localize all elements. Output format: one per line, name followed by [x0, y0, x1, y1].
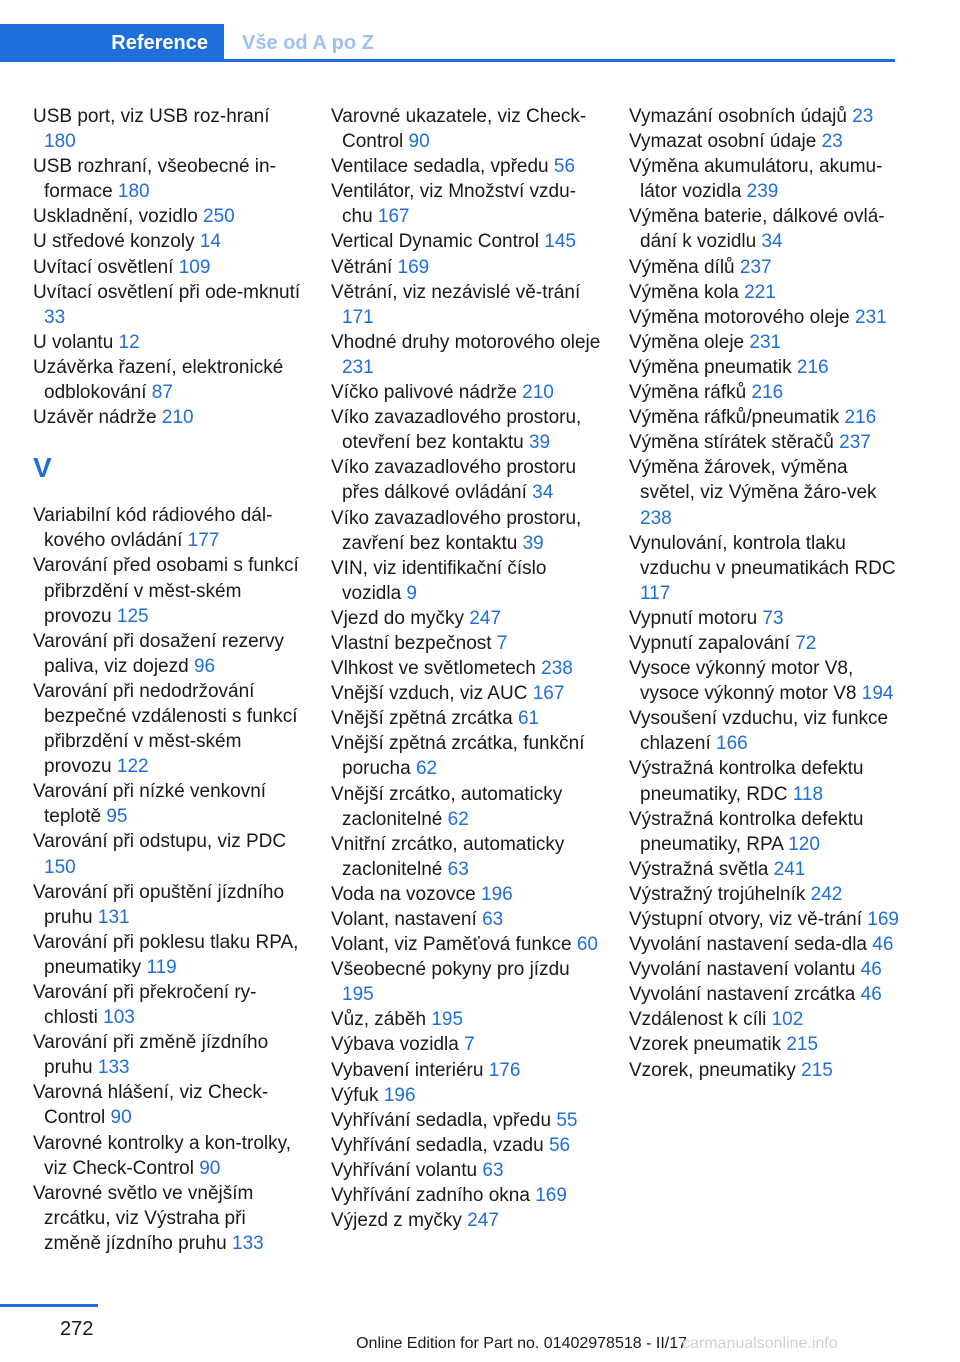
index-entry [331, 731, 601, 781]
index-entry [629, 154, 899, 204]
page-link[interactable]: 239 [746, 181, 779, 203]
page-link[interactable]: 231 [749, 331, 782, 353]
index-entry [629, 455, 899, 530]
entry-text: Výměna oleje [629, 331, 750, 353]
entry-text: USB port, viz USB roz‐hraní [33, 106, 270, 127]
entry-text: Větrání, viz nezávislé vě‐trání [331, 281, 581, 303]
index-entry [33, 1080, 303, 1130]
page-link[interactable]: 133 [97, 1057, 130, 1079]
entry-text: Varování před osobami s funkcí přibrzdění v měst‐ském provozu [33, 555, 299, 627]
page-link[interactable]: 63 [482, 909, 504, 930]
page-link[interactable]: 250 [203, 206, 235, 228]
page-link[interactable]: 171 [342, 306, 374, 328]
page-link[interactable]: 12 [118, 331, 140, 353]
section-letter: V [33, 452, 52, 484]
page-link[interactable]: 237 [839, 432, 871, 454]
entry-text: Uskladnění, vozidlo [33, 206, 204, 228]
index-entry [33, 503, 303, 553]
index-entry [33, 229, 303, 254]
page-link[interactable]: 33 [44, 306, 66, 328]
entry-text: Víko zavazadlového prostoru, zavření bez kontaktu [331, 507, 582, 554]
page-link[interactable]: 62 [415, 758, 438, 780]
entry-text: Vyhřívání volantu [331, 1159, 483, 1181]
page-link[interactable]: 46 [860, 984, 882, 1006]
index-entry [331, 832, 601, 882]
entry-text: Volant, nastavení [331, 909, 483, 930]
index-entry [331, 455, 601, 505]
entry-text: Výstupní otvory, viz vě‐trání [629, 909, 868, 930]
page-link[interactable]: 87 [151, 382, 173, 404]
page-link[interactable]: 73 [762, 607, 784, 629]
index-entry [331, 229, 601, 254]
index-entry [331, 782, 601, 832]
entry-text: Všeobecné pokyny pro jízdu [331, 959, 570, 981]
entry-text: Uzávěr nádrže [33, 407, 162, 429]
index-entry [629, 756, 899, 806]
page-link[interactable]: 195 [342, 984, 374, 1006]
entry-text: U volantu [33, 331, 119, 353]
entry-text: Víko zavazadlového prostoru přes dálkové ovládání [331, 457, 577, 504]
page-link[interactable]: 176 [488, 1059, 521, 1081]
page-link[interactable]: 90 [408, 131, 430, 153]
watermark: carmanualsonline.info [682, 1335, 838, 1352]
page-link[interactable]: 247 [469, 607, 502, 629]
page-link[interactable]: 56 [548, 1134, 571, 1156]
entry-text: Varovná hlášení, viz Check-Control [33, 1082, 269, 1129]
page-link[interactable]: 90 [199, 1157, 221, 1179]
index-entry [33, 829, 303, 879]
entry-text: Varování při překročení ry‐chlosti [33, 982, 257, 1029]
index-entry [629, 932, 899, 957]
page-link[interactable]: 196 [481, 883, 513, 905]
header-rule [0, 59, 895, 62]
page-link[interactable]: 63 [447, 858, 469, 880]
entry-text: Výjezd z myčky [331, 1210, 468, 1232]
entry-text: Výměna motorového oleje [629, 306, 856, 328]
page-link[interactable]: 216 [796, 356, 829, 378]
index-entry [331, 1083, 601, 1108]
page-link[interactable]: 39 [522, 532, 544, 554]
entry-text: Výměna ráfků/pneumatik [629, 407, 845, 429]
entry-text: Vjezd do myčky [331, 607, 470, 629]
page-link[interactable]: 241 [773, 858, 806, 880]
index-entry [629, 129, 899, 154]
index-entry [331, 681, 601, 706]
entry-text: Výměna dílů [629, 256, 740, 278]
page-link[interactable]: 125 [116, 605, 149, 627]
page-link[interactable]: 63 [482, 1159, 504, 1181]
page-link[interactable]: 23 [852, 106, 874, 127]
index-entry [331, 1158, 601, 1183]
index-entry [629, 957, 899, 982]
page-link[interactable]: 95 [106, 806, 128, 828]
index-column-3 [629, 104, 899, 1083]
index-entry [331, 1007, 601, 1032]
index-entry [33, 405, 303, 430]
index-entry [331, 1208, 601, 1233]
entry-text: Variabilní kód rádiového dál‐kového ovládání [33, 505, 273, 552]
entry-text: Vyhřívání sedadla, vpředu [331, 1109, 557, 1131]
entry-text: Výstražná kontrolka defektu pneumatiky, RPA [629, 808, 864, 855]
index-column-1 [33, 104, 303, 1256]
entry-text: Výměna kola [629, 281, 745, 303]
page-link[interactable]: 103 [103, 1007, 135, 1029]
page-link[interactable]: 210 [522, 382, 554, 404]
page-number-rule [0, 1304, 98, 1307]
entry-text: Varování při opuštění jízdního pruhu [33, 881, 285, 928]
page-link[interactable]: 23 [821, 131, 843, 153]
page-link[interactable]: 96 [193, 655, 216, 677]
index-entry [629, 204, 899, 254]
page-link[interactable]: 60 [576, 934, 598, 956]
index-entry [331, 1183, 601, 1208]
index-entry [629, 882, 899, 907]
page-link[interactable]: 14 [199, 231, 221, 253]
entry-text: Vyvolání nastavení seda‐dla [629, 934, 873, 956]
page-link[interactable]: 215 [801, 1059, 833, 1081]
header-bar [0, 24, 895, 62]
entry-text: Varování při dosažení rezervy paliva, viz dojezd [33, 630, 284, 677]
entry-text: Vzorek, pneumatiky [629, 1059, 802, 1081]
entry-text: Ventilace sedadla, vpředu [331, 156, 554, 178]
entry-text: Vypnutí motoru [629, 607, 763, 629]
index-entry [33, 1030, 303, 1080]
entry-text: Výstražná kontrolka defektu pneumatiky, RDC [629, 758, 864, 805]
index-column-2 [331, 104, 601, 1233]
entry-text: Varovné světlo ve vnějším zrcátku, viz Výstraha při změně jízdního pruhu [33, 1182, 254, 1254]
entry-text: Vzorek pneumatik [629, 1034, 787, 1056]
index-entry [33, 255, 303, 280]
index-entry [331, 280, 601, 330]
page-link[interactable]: 145 [544, 231, 576, 253]
entry-text: Výměna stírátek stěračů [629, 432, 840, 454]
index-entry [331, 1133, 601, 1158]
entry-text: Výměna akumulátoru, akumu‐látor vozidla [629, 156, 883, 203]
index-entry [629, 405, 899, 430]
page-link[interactable]: 90 [110, 1107, 132, 1129]
entry-text: Vnější zrcátko, automaticky zaclonitelné [331, 783, 563, 830]
page-link[interactable]: 39 [528, 432, 551, 454]
page-link[interactable]: 238 [640, 507, 672, 529]
index-entry [629, 982, 899, 1007]
entry-text: Vůz, záběh [331, 1009, 432, 1031]
entry-text: Výměna pneumatik [629, 356, 797, 378]
index-entry [33, 1131, 303, 1181]
index-entry [33, 553, 303, 628]
index-entry [331, 154, 601, 179]
page-link[interactable]: 177 [187, 530, 220, 552]
page-link[interactable]: 166 [716, 733, 748, 755]
index-entry [331, 179, 601, 229]
index-entry [629, 305, 899, 330]
entry-text: Varování při změně jízdního pruhu [33, 1032, 269, 1079]
entry-text: Uvítací osvětlení [33, 256, 179, 278]
entry-text: Vypnutí zapalování [629, 632, 796, 654]
index-entry [629, 531, 899, 606]
entry-text: Varovné kontrolky a kon‐trolky, viz Check-Control [33, 1132, 292, 1179]
footer-edition: Online Edition for Part no. 01402978518 - II/17 [356, 1335, 687, 1352]
entry-text: Vymazat osobní údaje [629, 131, 822, 153]
index-entry [629, 606, 899, 631]
index-entry [331, 1108, 601, 1133]
page-link[interactable]: 34 [532, 482, 554, 504]
page-link[interactable]: 180 [44, 131, 76, 153]
entry-text: Vysoušení vzduchu, viz funkce chlazení [629, 708, 889, 755]
page-link[interactable]: 194 [861, 683, 894, 705]
entry-text: U středové konzoly [33, 231, 200, 253]
index-entry [629, 706, 899, 756]
index-entry [629, 1007, 899, 1032]
entry-text: Vyvolání nastavení volantu [629, 959, 861, 981]
entry-text: Vertical Dynamic Control [331, 231, 545, 253]
entry-text: Ventilátor, viz Množství vzdu‐chu [331, 181, 576, 228]
page-link[interactable]: 62 [447, 808, 469, 830]
entry-text: Vnější zpětná zrcátka [331, 708, 518, 730]
entry-text: Vysoce výkonný motor V8, vysoce výkonný motor V8 [629, 658, 862, 705]
page-link[interactable]: 169 [867, 909, 899, 930]
entry-text: Víčko palivové nádrže [331, 382, 523, 404]
index-entry [33, 154, 303, 204]
entry-text: Vzdálenost k cíli [629, 1009, 772, 1031]
index-entry [33, 679, 303, 779]
entry-text: Výbava vozidla [331, 1034, 465, 1056]
page-link[interactable]: 131 [97, 906, 130, 928]
page-link[interactable]: 46 [860, 959, 882, 981]
entry-text: Voda na vozovce [331, 883, 481, 905]
index-entry [629, 255, 899, 280]
entry-text: Vlastní bezpečnost [331, 632, 497, 654]
tab-reference[interactable]: Reference [0, 24, 224, 62]
page-link[interactable]: 196 [383, 1084, 416, 1106]
page-link[interactable]: 72 [795, 632, 817, 654]
index-entry [629, 1032, 899, 1057]
entry-text: Uzávěrka řazení, elektronické odblokování [33, 356, 284, 404]
index-entry [331, 882, 601, 907]
index-entry [629, 656, 899, 706]
page-link[interactable]: 55 [556, 1109, 578, 1131]
index-entry [33, 104, 303, 154]
page-link[interactable]: 167 [532, 683, 565, 705]
index-entry [331, 1058, 601, 1083]
index-entry [331, 405, 601, 455]
entry-text: Výstražná světla [629, 858, 774, 880]
page-link[interactable]: 46 [872, 934, 894, 956]
index-entry [629, 857, 899, 882]
page-link[interactable]: 117 [640, 582, 671, 604]
page-link[interactable]: 122 [116, 756, 149, 778]
entry-text: Varování při nedodržování bezpečné vzdálenosti s funkcí přibrzdění v měst‐ském provozu [33, 680, 298, 778]
index-entry [331, 380, 601, 405]
entry-text: Vyhřívání zadního okna [331, 1185, 536, 1207]
entry-text: Větrání [331, 256, 398, 278]
page-link[interactable]: 133 [232, 1232, 264, 1254]
page-link[interactable]: 102 [771, 1009, 804, 1031]
entry-text: USB rozhraní, všeobecné in‐formace [33, 156, 276, 203]
index-entry [331, 631, 601, 656]
entry-text: Vybavení interiéru [331, 1059, 489, 1081]
page-link[interactable]: 120 [788, 833, 820, 855]
index-entry [33, 880, 303, 930]
entry-text: Výměna baterie, dálkové ovlá‐dání k vozidlu [629, 206, 885, 253]
page-link[interactable]: 242 [810, 883, 843, 905]
entry-text: Výměna žárovek, výměna světel, viz Výměna žáro‐vek [629, 457, 877, 504]
index-entry [33, 779, 303, 829]
entry-text: Vnější zpětná zrcátka, funkční porucha [331, 733, 585, 780]
page-link[interactable]: 7 [464, 1034, 475, 1056]
page-link[interactable]: 169 [397, 256, 430, 278]
index-entry [331, 506, 601, 556]
index-entry [331, 907, 601, 932]
page-link[interactable]: 56 [553, 156, 576, 178]
page-link[interactable]: 247 [467, 1210, 499, 1232]
index-entry [33, 1181, 303, 1256]
index-entry [331, 606, 601, 631]
entry-text: Vyhřívání sedadla, vzadu [331, 1134, 549, 1156]
index-entry [331, 255, 601, 280]
index-entry [629, 430, 899, 455]
index-entry [629, 355, 899, 380]
tab-a-to-z[interactable]: Vše od A po Z [242, 31, 374, 54]
index-entry [331, 1032, 601, 1057]
page-link[interactable]: 215 [786, 1034, 819, 1056]
index-entry [33, 930, 303, 980]
page-number: 272 [60, 1318, 94, 1340]
index-entry [33, 355, 303, 405]
page-link[interactable]: 231 [342, 356, 374, 378]
index-entry [629, 280, 899, 305]
entry-text: Varování při odstupu, viz PDC [33, 831, 287, 853]
index-entry [33, 980, 303, 1030]
index-entry [331, 957, 601, 1007]
index-entry [629, 104, 899, 129]
entry-text: Vnitřní zrcátko, automaticky zaclonitelné [331, 833, 565, 880]
entry-text: Výstražný trojúhelník [629, 883, 811, 905]
page-link[interactable]: 195 [431, 1009, 464, 1031]
page-link[interactable]: 238 [541, 658, 573, 680]
entry-text: Volant, viz Paměťová funkce [331, 934, 577, 956]
page-link[interactable]: 7 [496, 632, 508, 654]
entry-text: Výfuk [331, 1084, 384, 1106]
page-link[interactable]: 210 [161, 407, 194, 429]
page-link[interactable]: 216 [844, 407, 877, 429]
page-link[interactable]: 216 [751, 382, 784, 404]
page-link[interactable]: 180 [117, 181, 150, 203]
page-link[interactable]: 237 [739, 256, 772, 278]
entry-text: Vymazání osobních údajů [629, 106, 853, 127]
index-entry [33, 204, 303, 229]
entry-text: Vnější vzduch, viz AUC [331, 683, 533, 705]
page-link[interactable]: 167 [377, 206, 410, 228]
page-link[interactable]: 150 [44, 856, 76, 878]
entry-text: Výměna ráfků [629, 382, 752, 404]
index-entry [629, 807, 899, 857]
page-link[interactable]: 119 [146, 956, 177, 978]
entry-text: Vlhkost ve světlometech [331, 658, 542, 680]
page-link[interactable]: 169 [535, 1185, 567, 1207]
index-entry [331, 104, 601, 154]
entry-text: Varování při nízké venkovní teplotě [33, 781, 267, 828]
index-entry [629, 330, 899, 355]
page-link[interactable]: 34 [761, 231, 783, 253]
entry-text: Varování při poklesu tlaku RPA, pneumatiky [33, 931, 299, 978]
entry-text: Uvítací osvětlení při ode‐mknutí [33, 281, 301, 303]
index-entry [33, 280, 303, 330]
index-entry [33, 629, 303, 679]
entry-text: Vynulování, kontrola tlaku vzduchu v pneumatikách RDC [629, 532, 896, 579]
page-link[interactable]: 109 [178, 256, 211, 278]
index-entry [629, 631, 899, 656]
entry-text: Víko zavazadlového prostoru, otevření bez kontaktu [331, 407, 582, 454]
page-link[interactable]: 9 [406, 582, 417, 604]
page-link[interactable]: 221 [744, 281, 776, 303]
page-link[interactable]: 61 [517, 708, 540, 730]
entry-text: Vyvolání nastavení zrcátka [629, 984, 861, 1006]
index-entry [331, 656, 601, 681]
index-entry [331, 932, 601, 957]
index-entry [629, 907, 899, 932]
entry-text: Vhodné druhy motorového oleje [331, 331, 601, 353]
index-entry [331, 330, 601, 380]
page-link[interactable]: 231 [855, 306, 887, 328]
index-entry [331, 556, 601, 606]
index-entry [331, 706, 601, 731]
page-link[interactable]: 118 [792, 783, 824, 805]
index-entry [629, 1058, 899, 1083]
entry-text: Varovné ukazatele, viz Check-Control [331, 106, 587, 153]
entry-text: VIN, viz identifikační číslo vozidla [331, 557, 547, 604]
index-entry [33, 330, 303, 355]
index-entry [629, 380, 899, 405]
